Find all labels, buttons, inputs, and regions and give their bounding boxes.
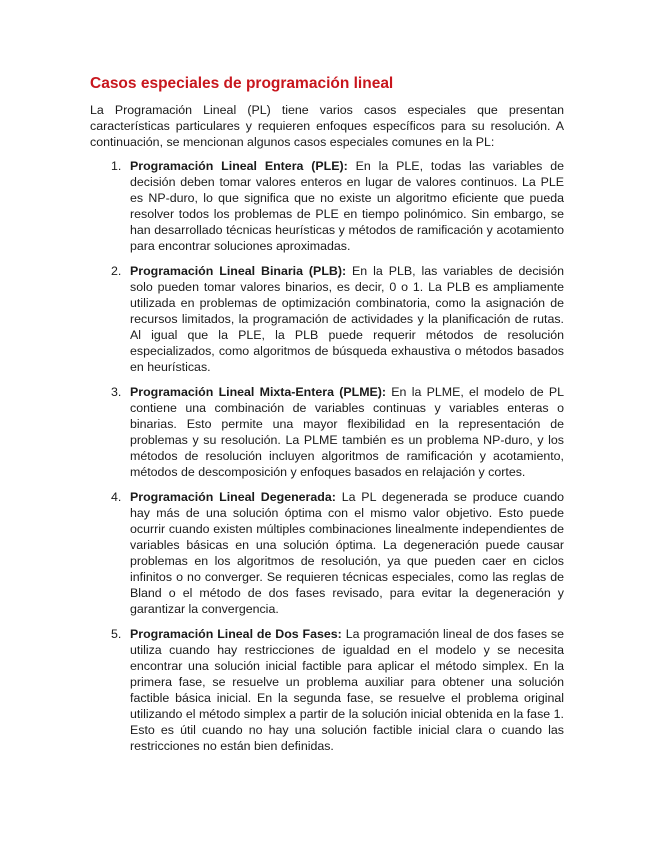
item-text: La PL degenerada se produce cuando hay más de una solución óptima con el mismo valor objetivo. Esto puede ocurrir cuando existen múltiples combinaciones linealmente independientes de variables básicas en una solución óptima. La degeneración puede causar problemas en los algoritmos de resolución, ya que pueden caer en ciclos infinitos o no converger. Se requieren técnicas especiales, como las reglas de Bland o el método de dos fases revisado, para evitar la degeneración y garantizar la convergencia.	[130, 490, 564, 616]
item-term: Programación Lineal de Dos Fases:	[130, 627, 346, 641]
item-number: 4.	[111, 490, 122, 504]
list-item	[90, 626, 564, 754]
item-text: En la PLME, el modelo de PL contiene una combinación de variables continuas y variables enteras o binarias. Esto permite una mayor flexibilidad en la representación de problemas y su resolución. La PLME también es un problema NP-duro, y los métodos de resolución incluyen algoritmos de ramificación y acotamiento, métodos de descomposición y enfoques basados en relajación y cortes.	[130, 385, 565, 479]
item-term: Programación Lineal Entera (PLE):	[130, 159, 356, 173]
list-item	[90, 384, 564, 480]
list-item	[90, 263, 564, 375]
item-term: Programación Lineal Mixta-Entera (PLME):	[130, 385, 392, 399]
item-text: La programación lineal de dos fases se utiliza cuando hay restricciones de igualdad en el modelo y se necesita encontrar una solución inicial factible para aplicar el método simplex. En la primera fase, se resuelve un problema auxiliar para obtener una solución factible básica inicial. En la segunda fase, se resuelve el problema original utilizando el método simplex a partir de la solución inicial obtenida en la fase 1. Esto es útil cuando no hay una solución factible inicial clara o cuando las restricciones no están bien definidas.	[130, 627, 565, 753]
item-number: 2.	[111, 264, 122, 278]
item-number: 3.	[111, 385, 122, 399]
item-number: 1.	[111, 159, 122, 173]
intro-paragraph: La Programación Lineal (PL) tiene varios casos especiales que presentan características particulares y requieren enfoques específicos para su resolución. A continuación, se mencionan algunos casos especiales comunes en la PL:	[90, 103, 564, 149]
item-text: En la PLB, las variables de decisión solo pueden tomar valores binarios, es decir, 0 o 1. La PLB es ampliamente utilizada en problemas de optimización combinatoria, como la asignación de recursos limitados, la programación de actividades y la planificación de rutas. Al igual que la PLE, la PLB puede requerir métodos de resolución especializados, como algoritmos de búsqueda exhaustiva o métodos basados en heurísticas.	[130, 264, 564, 374]
item-term: Programación Lineal Binaria (PLB):	[130, 264, 353, 278]
section-title: Casos especiales de programación lineal	[90, 75, 394, 92]
document-page	[90, 74, 564, 763]
item-text: En la PLE, todas las variables de decisión deben tomar valores enteros en lugar de valores continuos. La PLE es NP-duro, lo que significa que no existe un algoritmo eficiente que pueda resolver todos los problemas de PLE en tiempo polinómico. Sin embargo, se han desarrollado técnicas heurísticas y métodos de ramificación y acotamiento para encontrar soluciones aproximadas.	[130, 159, 564, 253]
list-item	[90, 489, 564, 617]
item-term: Programación Lineal Degenerada:	[130, 490, 342, 504]
item-number: 5.	[111, 627, 122, 641]
special-cases-list	[90, 158, 564, 754]
list-item	[90, 158, 564, 254]
